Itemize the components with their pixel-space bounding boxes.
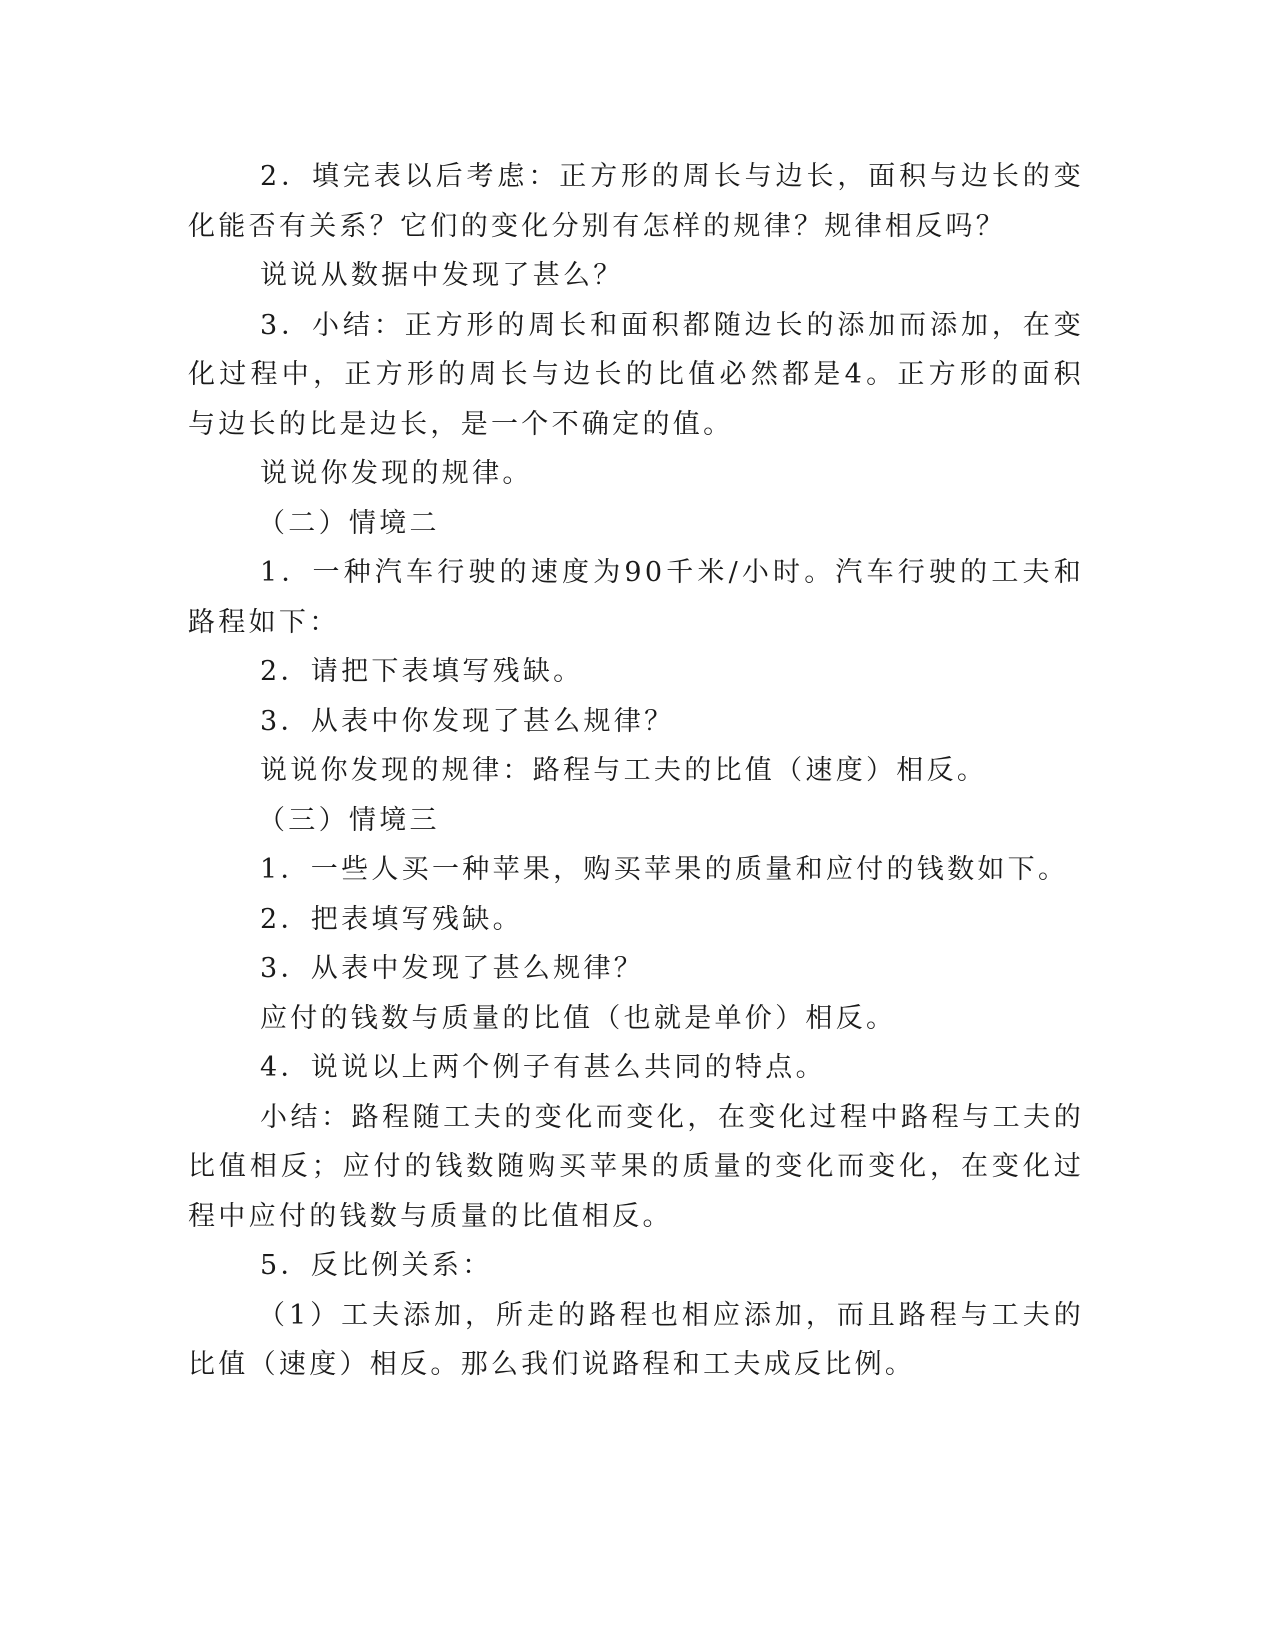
- section-heading-scenario-three: （三）情境三: [258, 804, 440, 836]
- paragraph-complete-table: 2．把表填写残缺。: [260, 903, 523, 935]
- paragraph-prompt-data: 说说从数据中发现了甚么？: [260, 260, 624, 291]
- paragraph-buy-apples: 1．一些人买一种苹果，购买苹果的质量和应付的钱数如下。: [260, 854, 1069, 885]
- paragraph-common-features: 4．说说以上两个例子有甚么共同的特点。: [260, 1052, 826, 1083]
- paragraph-summary-square: 3．小结：正方形的周长和面积都随边长的添加而添加，在变化过程中，正方形的周长与边长的比值必然都是4。正方形的面积与边长的比是边长，是一个不确定的值。: [188, 309, 1084, 440]
- paragraph-rule-speed: 说说你发现的规律：路程与工夫的比值（速度）相反。: [260, 755, 988, 786]
- paragraph-car-speed: 1．一种汽车行驶的速度为90千米/小时。汽车行驶的工夫和路程如下：: [188, 557, 1084, 638]
- paragraph-fill-table: 2．请把下表填写残缺。: [260, 656, 584, 687]
- paragraph-summary-ratio: 小结：路程随工夫的变化而变化，在变化过程中路程与工夫的比值相反；应付的钱数随购买苹果的质量的变化而变化，在变化过程中应付的钱数与质量的比值相反。: [188, 1101, 1084, 1232]
- document-body: [188, 152, 1084, 1390]
- paragraph-find-rule: 3．从表中你发现了甚么规律？: [260, 705, 675, 737]
- paragraph-find-rule-apples: 3．从表中发现了甚么规律？: [260, 953, 645, 984]
- section-heading-scenario-two: （二）情境二: [258, 507, 440, 539]
- paragraph-question-relationship: 2．填完表以后考虑：正方形的周长与边长，面积与边长的变化能否有关系？它们的变化分别有怎样的规律？规律相反吗？: [188, 161, 1084, 242]
- paragraph-proportion-heading: 5．反比例关系：: [260, 1250, 493, 1281]
- paragraph-unit-price: 应付的钱数与质量的比值（也就是单价）相反。: [260, 1002, 897, 1034]
- paragraph-proportion-example: （1）工夫添加，所走的路程也相应添加，而且路程与工夫的比值（速度）相反。那么我们说路程和工夫成反比例。: [188, 1299, 1084, 1380]
- paragraph-prompt-rule: 说说你发现的规律。: [260, 458, 533, 489]
